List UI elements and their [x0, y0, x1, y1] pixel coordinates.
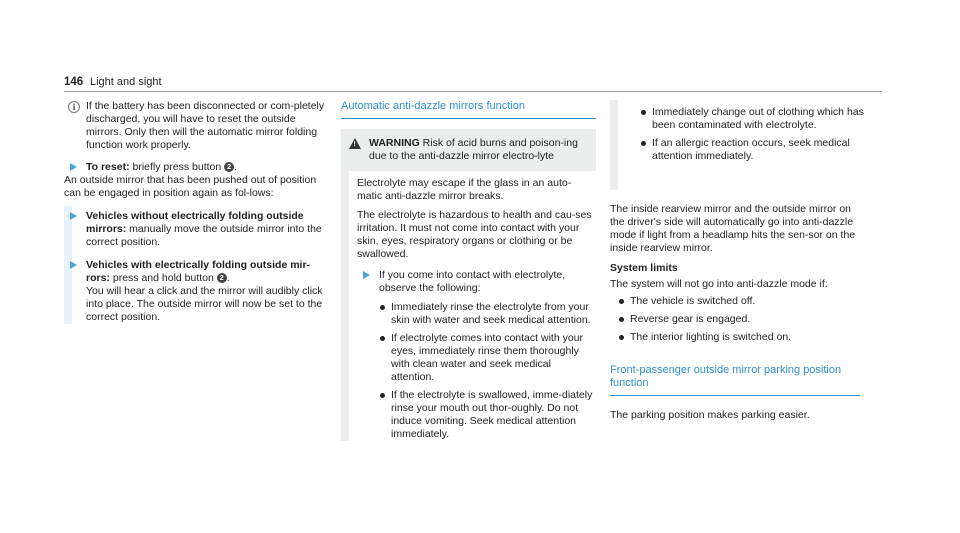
system-limits-title: System limits	[610, 262, 678, 274]
page-title: Light and sight	[90, 76, 162, 88]
header-rule	[64, 91, 882, 92]
option-with-electric	[64, 259, 326, 324]
list-item: Reverse gear is engaged.	[618, 313, 865, 326]
option2-label: Vehicles with electrically folding outside mir-rors:	[86, 259, 311, 284]
warning-step	[357, 269, 596, 441]
list-item: Immediately change out of clothing which has been contaminated with electrolyte.	[640, 106, 865, 132]
option1-label: Vehicles without electrically folding outside mirrors:	[86, 210, 304, 235]
step-arrow-icon	[70, 163, 77, 171]
info-note	[64, 100, 326, 152]
warning-step-text: If you come into contact with electrolyte, observe the following:	[379, 269, 566, 294]
list-item: If an allergic reaction occurs, seek medical attention immediately.	[640, 137, 865, 163]
option2-text-b: .	[226, 272, 230, 284]
section-title-parking-position: Front-passenger outside mirror parking position function	[610, 364, 860, 396]
parking-position-text: The parking position makes parking easier.	[610, 409, 810, 421]
list-item: If the electrolyte is swallowed, imme-diately rinse your mouth out thor-oughly. Do not induce vomiting. Seek medical attention immediately.	[379, 389, 596, 441]
list-item: The interior lighting is switched on.	[618, 331, 865, 344]
option2-followup: You will hear a click and the mirror will audibly click into place. The outside mirror will now be set to the correct position.	[86, 285, 323, 323]
system-limits-list	[610, 295, 865, 344]
column-left	[64, 100, 326, 331]
page-header	[64, 76, 882, 92]
warning-header: ! WARNING Risk of acid burns and poison-ing due to the anti-dazzle mirror electro-lyte	[341, 129, 596, 171]
info-note-text: If the battery has been disconnected or com-pletely discharged, you will have to reset the outside mirrors. Only then will the automatic mirror folding function work properly.	[86, 100, 325, 151]
list-item: The vehicle is switched off.	[618, 295, 865, 308]
list-item: If electrolyte comes into contact with your eyes, immediately rinse them thoroughly with clean water and seek medical attention.	[379, 332, 596, 384]
step-arrow-icon	[363, 271, 370, 279]
column-middle	[341, 100, 596, 446]
reset-step	[64, 161, 326, 174]
warning-para-2: The electrolyte is hazardous to health and cau-ses irritation. It must not come into contact with your skin, eyes, respiratory organs or clothing or be swallowed.	[357, 209, 592, 260]
reset-text-a: briefly press button	[129, 161, 225, 173]
info-icon: i	[68, 101, 80, 113]
list-item: Immediately rinse the electrolyte from your skin with water and seek medical attention.	[379, 301, 596, 327]
column-right	[610, 100, 865, 422]
button-2-badge-icon: 2	[224, 162, 234, 172]
step-arrow-icon	[70, 261, 77, 269]
reset-text-b: .	[234, 161, 238, 173]
section-title-anti-dazzle: Automatic anti-dazzle mirrors function	[341, 100, 596, 119]
vehicle-options	[64, 206, 326, 324]
reset-followup: An outside mirror that has been pushed out of position can be engaged in position again as fol-lows:	[64, 174, 317, 199]
warning-para-1: Electrolyte may escape if the glass in an auto-matic anti-dazzle mirror breaks.	[357, 177, 572, 202]
warning-continuation	[610, 100, 865, 190]
option-without-electric	[64, 206, 326, 249]
reset-label: To reset:	[86, 161, 130, 173]
warning-block	[341, 129, 596, 441]
option2-text-a: press and hold button	[109, 272, 217, 284]
option1-text: manually move the outside mirror into the correct position.	[86, 223, 322, 248]
warning-body	[341, 171, 596, 441]
button-2-badge-icon: 2	[217, 273, 227, 283]
anti-dazzle-description: The inside rearview mirror and the outside mirror on the driver's side will automatically go into anti-dazzle mode if light from a headlamp hits the sen-sor on the inside rearview mirror.	[610, 203, 856, 254]
warning-bullets	[379, 301, 596, 441]
page-number: 146	[64, 76, 84, 88]
step-arrow-icon	[70, 212, 77, 220]
warning-head-text: Risk of acid burns and poison-ing due to the anti-dazzle mirror electro-lyte	[369, 137, 578, 162]
warning-label: WARNING	[369, 137, 420, 149]
system-limits-intro: The system will not go into anti-dazzle mode if:	[610, 278, 828, 290]
